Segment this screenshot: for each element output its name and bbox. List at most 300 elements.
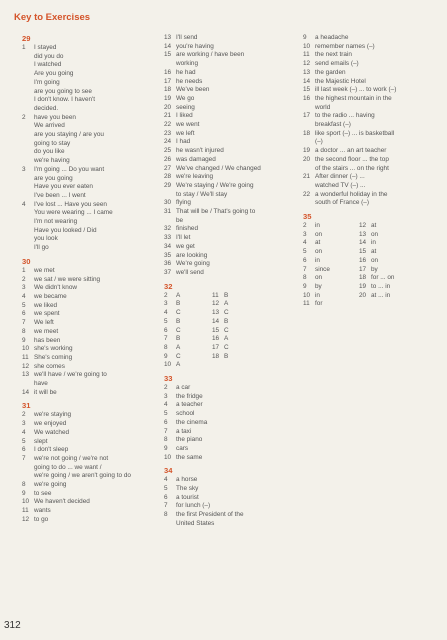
answer-line [22,389,134,398]
answer-line [22,420,134,429]
answer-number: 32 [164,225,172,233]
answer-line [22,96,134,105]
answer-text: we met [34,266,55,274]
answer-line [303,182,438,191]
answer-number: 9 [303,282,307,290]
answer-text: we're going [34,481,67,489]
answer-line [303,138,438,147]
exercise-35-answers [303,222,438,309]
answer-text: at ... in [371,291,391,299]
answer-pair [164,344,200,353]
answer-text: decided. [34,104,59,112]
answer-text: A [176,361,181,369]
answer-number: 3 [164,392,168,400]
answer-number: 17 [212,343,220,351]
answer-line [164,511,282,520]
answer-number: 19 [303,147,311,155]
answer-number: 4 [22,428,26,436]
answer-number: 12 [212,300,220,308]
answer-text: you're having [176,42,214,50]
answer-number: 20 [303,155,311,163]
answer-line [22,157,134,166]
answer-text: to the radio ... having [315,112,375,120]
answer-text: breakfast (–) [315,121,351,129]
answer-number: 10 [303,42,311,50]
answer-number: 5 [22,301,26,309]
answer-number [22,209,34,218]
answer-line [22,354,134,363]
answer-text: we enjoyed [34,420,67,428]
answer-number: 7 [303,265,307,273]
answer-pair [303,231,347,240]
answer-line [22,516,134,525]
answer-text: C [176,309,181,317]
answer-line [164,260,282,269]
answer-line [164,34,282,43]
answer-number: 13 [164,34,172,41]
answer-text: are working / have been [176,51,245,59]
answer-number: 22 [303,190,311,198]
answer-number: 13 [303,68,311,76]
answer-number: 16 [303,94,311,102]
answer-text: remember names (–) [315,42,375,50]
answer-text: school [176,410,195,418]
answer-pair [212,335,248,344]
answer-text: finished [176,225,199,233]
answer-number: 17 [164,77,172,85]
answer-text: has been [34,336,61,344]
exercise-29-heading: 29 [22,34,31,43]
answer-text: he had [176,68,196,76]
answer-text: Have you ever eaten [34,183,93,191]
answer-pair [359,222,419,231]
answer-line [303,51,438,60]
answer-text: the Majestic Hotel [315,77,366,85]
answer-text: in [315,222,320,230]
exercise-31-heading: 31 [22,401,31,411]
answer-text: on [315,274,323,282]
answer-text: the piano [176,436,203,444]
answer-number [22,472,34,481]
answer-number [22,79,34,88]
answer-line [22,363,134,372]
answer-number: 8 [303,274,307,282]
answer-text: we spent [34,310,60,318]
answer-text: to ... in [371,282,391,290]
answer-line [303,78,438,87]
answer-text: B [224,317,229,325]
answer-text: we'll have / we're going to [34,371,107,379]
answer-line [303,86,438,95]
answer-text: a wonderful holiday in the [315,190,388,198]
answer-pair [164,292,200,301]
answer-line [164,138,282,147]
answer-text: the fridge [176,392,203,400]
answer-pair [164,300,200,309]
answer-number: 5 [303,248,307,256]
answer-number: 8 [164,436,168,444]
answer-text: I watched [34,61,62,69]
answer-text: send emails (–) [315,60,359,68]
answer-number [22,53,34,62]
answer-line [164,243,282,252]
answer-line [303,165,438,174]
answer-text: a horse [176,476,198,484]
answer-number: 16 [164,68,172,76]
answer-number: 3 [303,230,307,238]
answer-number: 8 [22,327,26,335]
answer-line [303,34,438,43]
answer-line [22,380,134,389]
answer-number: 35 [164,251,172,259]
answer-number: 31 [164,208,172,216]
answer-number: 27 [164,164,172,172]
answer-number [22,192,34,201]
answer-text: be [176,216,184,224]
answer-pair [359,274,419,283]
answer-line [303,60,438,69]
answer-number: 7 [164,502,168,510]
answer-line [22,44,134,53]
answer-number: 2 [303,222,307,230]
answer-line [164,130,282,139]
answer-number: 9 [303,34,307,41]
answer-number: 30 [164,199,172,207]
answer-text: he wasn't injured [176,147,224,155]
answer-pair [212,361,248,370]
answer-text: C [224,343,229,351]
answer-number: 6 [22,310,26,318]
answer-text: the cinema [176,418,208,426]
answer-number: 12 [22,362,30,370]
answer-number: 11 [212,291,219,299]
answer-number [303,104,315,113]
exercise-30-heading: 30 [22,256,31,266]
answer-line [22,218,134,227]
answer-text: We left [34,319,54,327]
answer-number: 8 [164,343,168,351]
answer-line [303,156,438,165]
answer-text: We haven't decided [34,498,90,506]
answer-line [164,78,282,87]
answer-number: 17 [359,265,367,273]
answer-line [303,199,438,208]
answer-text: on [315,230,323,238]
answer-text: we're going / we aren't going to do [34,472,131,480]
answer-number [164,191,176,200]
answer-line [22,345,134,354]
answer-number [22,105,34,114]
answer-number: 36 [164,260,172,268]
answer-pair [164,361,200,370]
answer-line [22,105,134,114]
answer-number: 16 [212,335,220,343]
answer-line [303,69,438,78]
answer-text: we meet [34,327,59,335]
answer-number: 6 [164,418,168,426]
answer-number [22,227,34,236]
answer-line [22,201,134,210]
page-title: Key to Exercises [14,12,91,23]
answer-line [22,79,134,88]
answer-pair [303,283,347,292]
answer-number: 3 [164,300,168,308]
answer-line [164,401,282,410]
answer-line [22,244,134,253]
answer-pair [212,318,248,327]
answer-line [22,140,134,149]
answer-line [22,337,134,346]
answer-text: it will be [34,388,57,396]
answer-text: (–) [315,138,323,146]
answer-text: the next train [315,51,352,59]
answer-number: 8 [22,481,26,489]
answer-number [22,380,34,389]
answer-number: 34 [164,242,172,250]
answer-text: seeing [176,103,195,111]
answer-text: I'll go [34,244,49,252]
answer-line [164,165,282,174]
answer-text: we're leaving [176,173,214,181]
answer-line [164,147,282,156]
answer-line [164,69,282,78]
answer-text: We watched [34,428,70,436]
answer-number: 15 [359,248,367,256]
answer-number [22,148,34,157]
answer-line [22,411,134,420]
answer-number: 21 [164,112,172,120]
answer-line [164,234,282,243]
answer-text: The sky [176,485,199,493]
answer-number: 37 [164,268,172,276]
answer-number: 4 [22,292,26,300]
answer-line [22,114,134,123]
answer-number: 2 [164,291,168,299]
answer-pair [212,344,248,353]
answer-text: she's working [34,345,73,353]
answer-text: we went [176,121,200,129]
answer-number [164,520,176,529]
answer-line [22,464,134,473]
answer-line [164,476,282,485]
answer-number [22,122,34,131]
answer-line [22,276,134,285]
answer-text: We go [176,94,195,102]
answer-number: 2 [22,411,26,419]
answer-line [303,130,438,139]
answer-text: we became [34,292,67,300]
answer-number: 13 [22,371,30,379]
answer-line [22,319,134,328]
answer-pair [303,274,347,283]
answer-pair [359,239,419,248]
answer-line [22,293,134,302]
answer-number: 10 [22,345,30,353]
answer-text: we left [176,129,195,137]
answer-text: are you staying / are you [34,131,104,139]
answer-text: for ... on [371,274,395,282]
answer-number: 16 [359,256,367,264]
answer-text: C [176,326,181,334]
answer-number: 4 [164,401,168,409]
answer-number [22,61,34,70]
answer-text: a tourist [176,493,199,501]
answer-number: 14 [164,42,172,50]
answer-text: I don't know. I haven't [34,96,96,104]
answer-number: 14 [22,388,30,396]
answer-text: I'm going ... Do you want [34,165,105,173]
answer-number: 9 [164,444,168,452]
answer-text: She's coming [34,353,73,361]
answer-line [164,428,282,437]
answer-line [164,454,282,463]
answer-number: 29 [164,181,172,189]
answer-number [22,183,34,192]
answer-number: 13 [359,230,367,238]
answer-line [22,371,134,380]
answer-line [22,310,134,319]
answer-number [22,70,34,79]
exercise-32-heading: 32 [164,281,173,291]
column-middle [164,34,282,529]
answer-text: the garden [315,68,346,76]
answer-number: 19 [359,282,367,290]
answer-number [212,361,224,370]
answer-text: are you going to see [34,87,92,95]
answer-number: 14 [212,317,220,325]
answer-line [22,192,134,201]
exercise-34-continued-list [303,34,438,208]
answer-line [22,148,134,157]
answer-number: 2 [22,275,26,283]
answer-text: We're going [176,260,210,268]
answer-text: for lunch (–) [176,502,211,510]
answer-number: 22 [164,121,172,129]
exercise-31-list [22,411,134,524]
answer-text: I stayed [34,44,57,51]
answer-line [22,328,134,337]
answer-text: we're not going / we're not [34,454,109,462]
answer-pair [212,327,248,336]
answer-text: we liked [34,301,58,309]
answer-text: world [315,103,331,111]
answer-line [22,472,134,481]
answer-text: C [176,352,181,360]
answer-text: he needs [176,77,203,85]
answer-line [164,494,282,503]
answer-line [22,227,134,236]
answer-line [164,182,282,191]
exercise-33-list [164,384,282,462]
answer-line [164,43,282,52]
answer-number [22,88,34,97]
answer-line [164,410,282,419]
answer-number [303,165,315,174]
answer-line [303,173,438,182]
answer-number: 21 [303,173,311,181]
answer-line [22,122,134,131]
answer-text: are looking [176,251,208,259]
answer-text: United States [176,519,215,527]
answer-line [164,199,282,208]
answer-pair [359,257,419,266]
answer-pair [359,248,419,257]
answer-text: I had [176,138,191,146]
answer-pair [164,327,200,336]
answer-line [303,104,438,113]
answer-pair [359,292,419,301]
answer-text: I don't sleep [34,446,69,454]
answer-line [164,225,282,234]
answer-text: I'm not wearing [34,218,78,226]
answer-text: B [176,335,181,343]
answer-line [22,53,134,62]
answer-number: 5 [164,317,168,325]
answer-number [22,464,34,473]
answer-number [303,199,315,208]
answer-text: at [371,222,377,230]
answer-number: 26 [164,155,172,163]
answer-text: B [176,300,181,308]
answer-number: 3 [22,284,26,292]
answer-text: to go [34,515,49,523]
answer-pair [212,300,248,309]
answer-number: 4 [303,239,307,247]
answer-text: A [176,291,181,299]
answer-line [303,121,438,130]
answer-line [22,438,134,447]
answer-text: a car [176,384,191,392]
answer-number: 6 [164,326,168,334]
answer-number: 17 [303,112,311,120]
answer-line [303,191,438,200]
answer-number: 9 [164,352,168,360]
exercise-34-heading: 34 [164,466,173,476]
answer-number: 10 [22,498,30,506]
answer-text: We've changed / We changed [176,164,261,172]
answer-number [164,60,176,69]
page-number: 312 [4,620,21,631]
answer-number [22,244,34,253]
answer-line [164,191,282,200]
answer-text: C [224,309,229,317]
answer-number: 7 [22,319,26,327]
answer-text: A [224,300,229,308]
answer-number: 13 [212,309,220,317]
answer-line [22,267,134,276]
answer-pair [359,231,419,240]
answer-text: a doctor ... an art teacher [315,147,387,155]
answer-number: 12 [303,60,311,68]
answer-line [164,502,282,511]
answer-text: We arrived [34,122,65,130]
answer-pair [164,353,200,362]
answer-pair [212,353,248,362]
answer-text: I've lost ... Have you seen [34,200,107,208]
answer-text: We didn't know [34,284,78,292]
answer-number: 11 [22,507,29,515]
answer-number: 2 [22,113,26,121]
answer-number [22,96,34,105]
answer-text: We're staying / We're going [176,181,254,189]
answer-line [22,481,134,490]
answer-number [303,182,315,191]
answer-text: a teacher [176,401,203,409]
answer-line [164,269,282,278]
answer-text: in [371,239,376,247]
answer-pair [303,239,347,248]
answer-text [224,361,248,370]
